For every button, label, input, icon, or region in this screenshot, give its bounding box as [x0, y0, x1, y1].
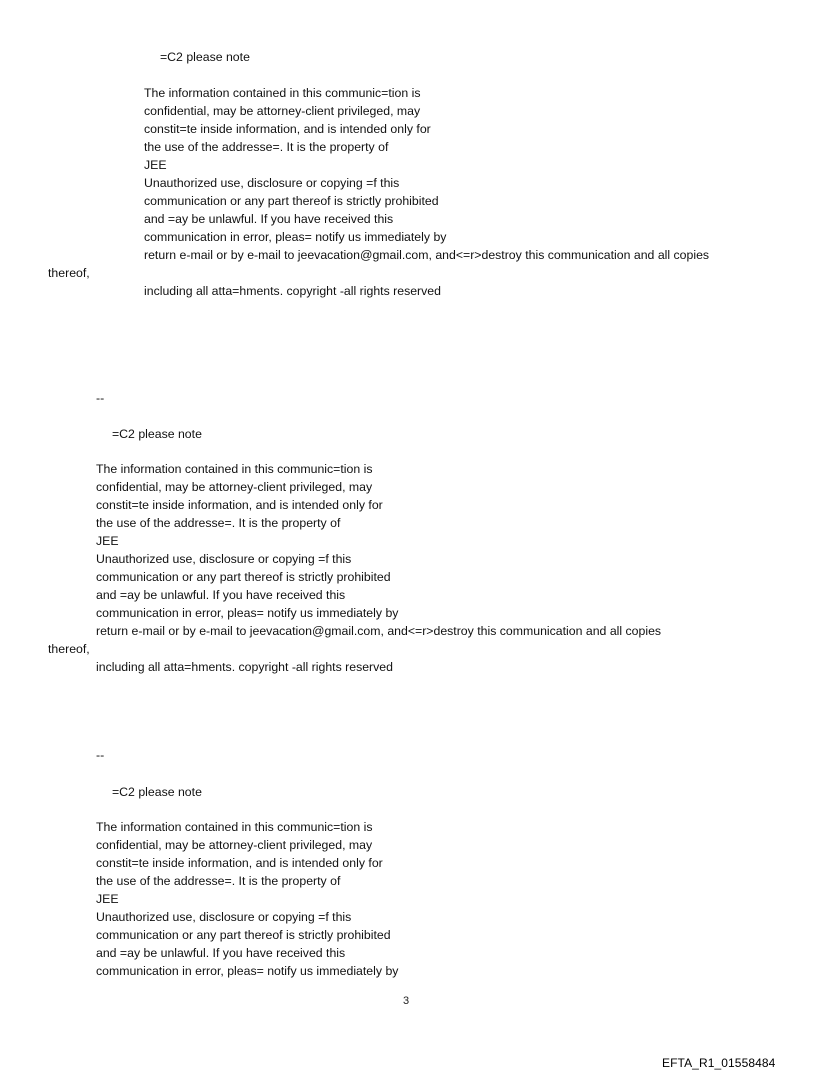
- notice-line: JEE: [144, 158, 167, 172]
- notice-line: JEE: [96, 534, 119, 548]
- notice-line: return e-mail or by e-mail to jeevacation@gmail.com, and<=r>destroy this communication and all copies: [144, 248, 710, 262]
- notice-line: The information contained in this communic=tion is: [96, 462, 373, 476]
- notice-line: and =ay be unlawful. If you have received this: [96, 588, 346, 602]
- separator: --: [96, 391, 105, 405]
- notice-line: including all atta=hments. copyright -all rights reserved: [144, 284, 441, 298]
- notice-wrap-line: thereof,: [48, 642, 90, 656]
- notice-line: the use of the addresse=. It is the property of: [144, 140, 389, 154]
- notice-line: the use of the addresse=. It is the property of: [96, 874, 341, 888]
- notice-line: the use of the addresse=. It is the property of: [96, 516, 341, 530]
- notice-line: communication in error, pleas= notify us immediately by: [96, 606, 399, 620]
- notice-line: constit=te inside information, and is intended only for: [96, 498, 383, 512]
- notice-line: and =ay be unlawful. If you have received this: [144, 212, 394, 226]
- notice-line: confidential, may be attorney-client privileged, may: [144, 104, 421, 118]
- notice-line: communication in error, pleas= notify us immediately by: [96, 964, 399, 978]
- notice-line: communication or any part thereof is strictly prohibited: [96, 570, 391, 584]
- notice-line: communication or any part thereof is strictly prohibited: [96, 928, 391, 942]
- notice-line: JEE: [96, 892, 119, 906]
- notice-line: constit=te inside information, and is intended only for: [144, 122, 431, 136]
- notice-line: communication in error, pleas= notify us immediately by: [144, 230, 447, 244]
- notice-line: confidential, may be attorney-client privileged, may: [96, 480, 373, 494]
- page-number: 3: [403, 995, 410, 1007]
- notice-heading: =C2 please note: [112, 785, 202, 799]
- notice-line: Unauthorized use, disclosure or copying =f this: [96, 910, 352, 924]
- notice-line: Unauthorized use, disclosure or copying =f this: [144, 176, 400, 190]
- notice-heading: =C2 please note: [112, 427, 202, 441]
- notice-line: including all atta=hments. copyright -all rights reserved: [96, 660, 393, 674]
- notice-line: The information contained in this communic=tion is: [144, 86, 421, 100]
- notice-line: The information contained in this communic=tion is: [96, 820, 373, 834]
- notice-line: communication or any part thereof is strictly prohibited: [144, 194, 439, 208]
- notice-line: confidential, may be attorney-client privileged, may: [96, 838, 373, 852]
- notice-line: Unauthorized use, disclosure or copying =f this: [96, 552, 352, 566]
- notice-heading: =C2 please note: [160, 50, 250, 64]
- notice-line: return e-mail or by e-mail to jeevacation@gmail.com, and<=r>destroy this communication and all copies: [96, 624, 662, 638]
- separator: --: [96, 748, 105, 762]
- notice-wrap-line: thereof,: [48, 266, 90, 280]
- notice-line: constit=te inside information, and is intended only for: [96, 856, 383, 870]
- document-id: EFTA_R1_01558484: [662, 1056, 776, 1070]
- notice-line: and =ay be unlawful. If you have received this: [96, 946, 346, 960]
